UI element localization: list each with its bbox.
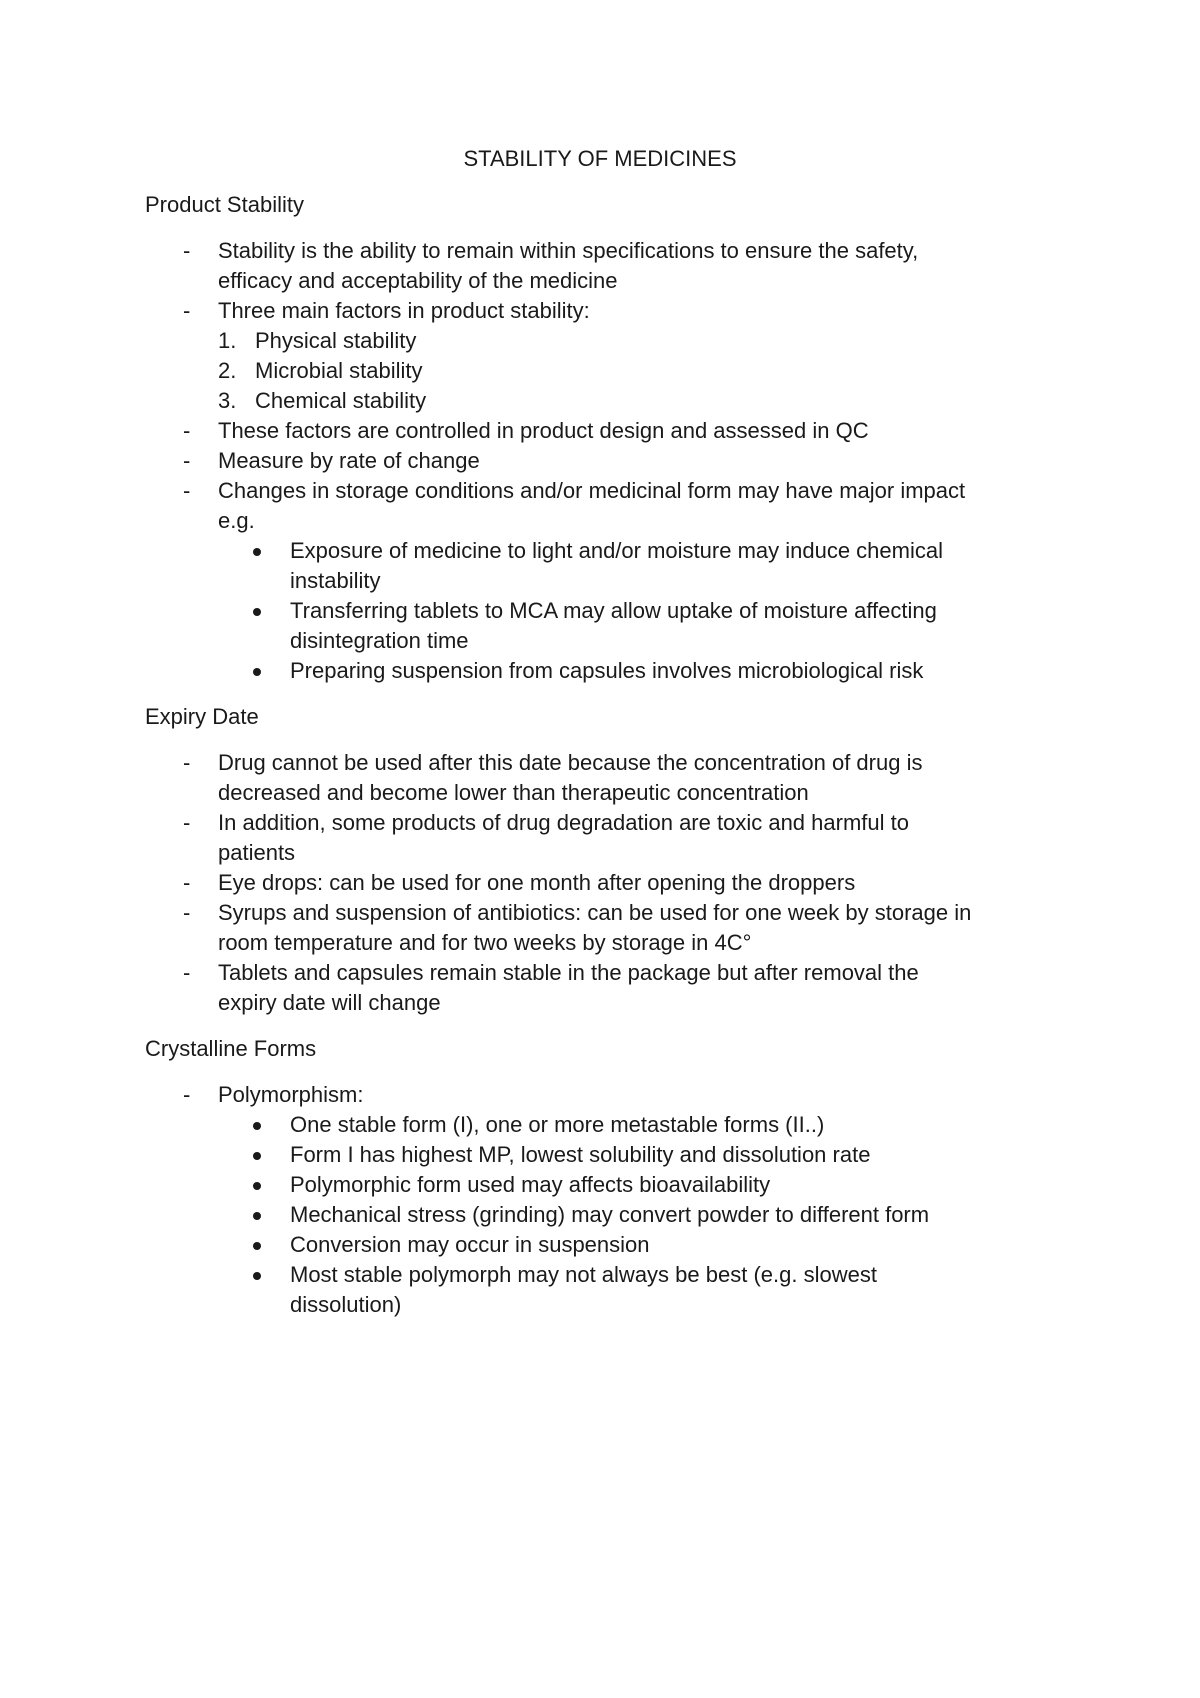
section-spacer	[145, 686, 1065, 702]
list-item-text: Preparing suspension from capsules involves microbiological risk	[290, 658, 924, 683]
list-item-continuation	[145, 266, 1065, 296]
list-item	[145, 296, 1065, 326]
section-heading: Crystalline Forms	[145, 1036, 317, 1061]
list-item-text: Chemical stability	[255, 388, 427, 413]
list-item	[145, 536, 1065, 566]
list-item-text: Mechanical stress (grinding) may convert powder to different form	[290, 1202, 930, 1227]
section-heading: Expiry Date	[145, 704, 259, 729]
list-item-text: Changes in storage conditions and/or medicinal form may have major impact	[218, 478, 966, 503]
list-item-text: Polymorphism:	[218, 1082, 364, 1107]
document-body	[145, 190, 1065, 1320]
list-item	[145, 656, 1065, 686]
list-item-text: Exposure of medicine to light and/or moisture may induce chemical	[290, 538, 943, 563]
list-item-text: e.g.	[218, 508, 255, 533]
list-item-text: Transferring tablets to MCA may allow uptake of moisture affecting	[290, 598, 937, 623]
list-item-text: efficacy and acceptability of the medicine	[218, 268, 618, 293]
list-item-continuation	[145, 626, 1065, 656]
bullet-icon	[253, 1212, 261, 1220]
list-item	[145, 1140, 1065, 1170]
list-item-text: Stability is the ability to remain within specifications to ensure the safety,	[218, 238, 919, 263]
list-item-text: room temperature and for two weeks by storage in 4C°	[218, 930, 752, 955]
dash-marker: -	[183, 750, 191, 775]
list-item	[145, 898, 1065, 928]
list-item	[145, 416, 1065, 446]
dash-marker: -	[183, 960, 191, 985]
dash-marker: -	[183, 870, 191, 895]
list-item	[145, 476, 1065, 506]
bullet-icon	[253, 1182, 261, 1190]
list-number: 2.	[218, 358, 237, 383]
list-item	[145, 1110, 1065, 1140]
list-item	[145, 1080, 1065, 1110]
list-item	[145, 748, 1065, 778]
list-item-text: Conversion may occur in suspension	[290, 1232, 650, 1257]
list-item-text: In addition, some products of drug degradation are toxic and harmful to	[218, 810, 909, 835]
section-spacer	[145, 732, 1065, 748]
list-item-continuation	[145, 838, 1065, 868]
list-item	[145, 446, 1065, 476]
list-item-text: expiry date will change	[218, 990, 441, 1015]
list-item	[145, 1200, 1065, 1230]
section-spacer	[145, 1064, 1065, 1080]
list-item-continuation	[145, 566, 1065, 596]
section-spacer	[145, 1018, 1065, 1034]
list-item-text: patients	[218, 840, 296, 865]
list-item-continuation	[145, 1290, 1065, 1320]
dash-marker: -	[183, 810, 191, 835]
list-item-text: Microbial stability	[255, 358, 423, 383]
list-number: 1.	[218, 328, 237, 353]
list-item-text: decreased and become lower than therapeutic concentration	[218, 780, 809, 805]
list-item	[145, 1170, 1065, 1200]
bullet-icon	[253, 1272, 261, 1280]
list-item-text: Tablets and capsules remain stable in the package but after removal the	[218, 960, 919, 985]
list-item-text: Physical stability	[255, 328, 417, 353]
bullet-icon	[253, 1152, 261, 1160]
bullet-icon	[253, 1242, 261, 1250]
list-item-text: disintegration time	[290, 628, 469, 653]
list-item-continuation	[145, 928, 1065, 958]
bullet-icon	[253, 608, 261, 616]
bullet-icon	[253, 1122, 261, 1130]
bullet-icon	[253, 668, 261, 676]
section-spacer	[145, 220, 1065, 236]
list-item-text: Three main factors in product stability:	[218, 298, 590, 323]
list-item-continuation	[145, 988, 1065, 1018]
list-item-continuation	[145, 506, 1065, 536]
list-item	[145, 386, 1065, 416]
list-item-text: Polymorphic form used may affects bioavailability	[290, 1172, 771, 1197]
list-item-text: These factors are controlled in product design and assessed in QC	[218, 418, 869, 443]
list-item-text: Form I has highest MP, lowest solubility and dissolution rate	[290, 1142, 871, 1167]
list-item-text: Eye drops: can be used for one month after opening the droppers	[218, 870, 856, 895]
list-number: 3.	[218, 388, 237, 413]
list-item-continuation	[145, 778, 1065, 808]
list-item	[145, 808, 1065, 838]
list-item	[145, 958, 1065, 988]
list-item	[145, 356, 1065, 386]
list-item-text: Measure by rate of change	[218, 448, 480, 473]
list-item-text: Most stable polymorph may not always be best (e.g. slowest	[290, 1262, 877, 1287]
section-heading: Product Stability	[145, 192, 304, 217]
bullet-icon	[253, 548, 261, 556]
list-item	[145, 326, 1065, 356]
list-item-text: One stable form (I), one or more metastable forms (II..)	[290, 1112, 825, 1137]
dash-marker: -	[183, 418, 191, 443]
list-item-text: dissolution)	[290, 1292, 402, 1317]
dash-marker: -	[183, 900, 191, 925]
list-item-text: Syrups and suspension of antibiotics: can be used for one week by storage in	[218, 900, 972, 925]
list-item	[145, 868, 1065, 898]
dash-marker: -	[183, 478, 191, 503]
dash-marker: -	[183, 1082, 191, 1107]
list-item-text: Drug cannot be used after this date because the concentration of drug is	[218, 750, 923, 775]
dash-marker: -	[183, 298, 191, 323]
dash-marker: -	[183, 238, 191, 263]
list-item	[145, 1230, 1065, 1260]
list-item	[145, 236, 1065, 266]
list-item-text: instability	[290, 568, 381, 593]
list-item	[145, 596, 1065, 626]
list-item	[145, 1260, 1065, 1290]
document-title: STABILITY OF MEDICINES	[463, 146, 737, 171]
dash-marker: -	[183, 448, 191, 473]
